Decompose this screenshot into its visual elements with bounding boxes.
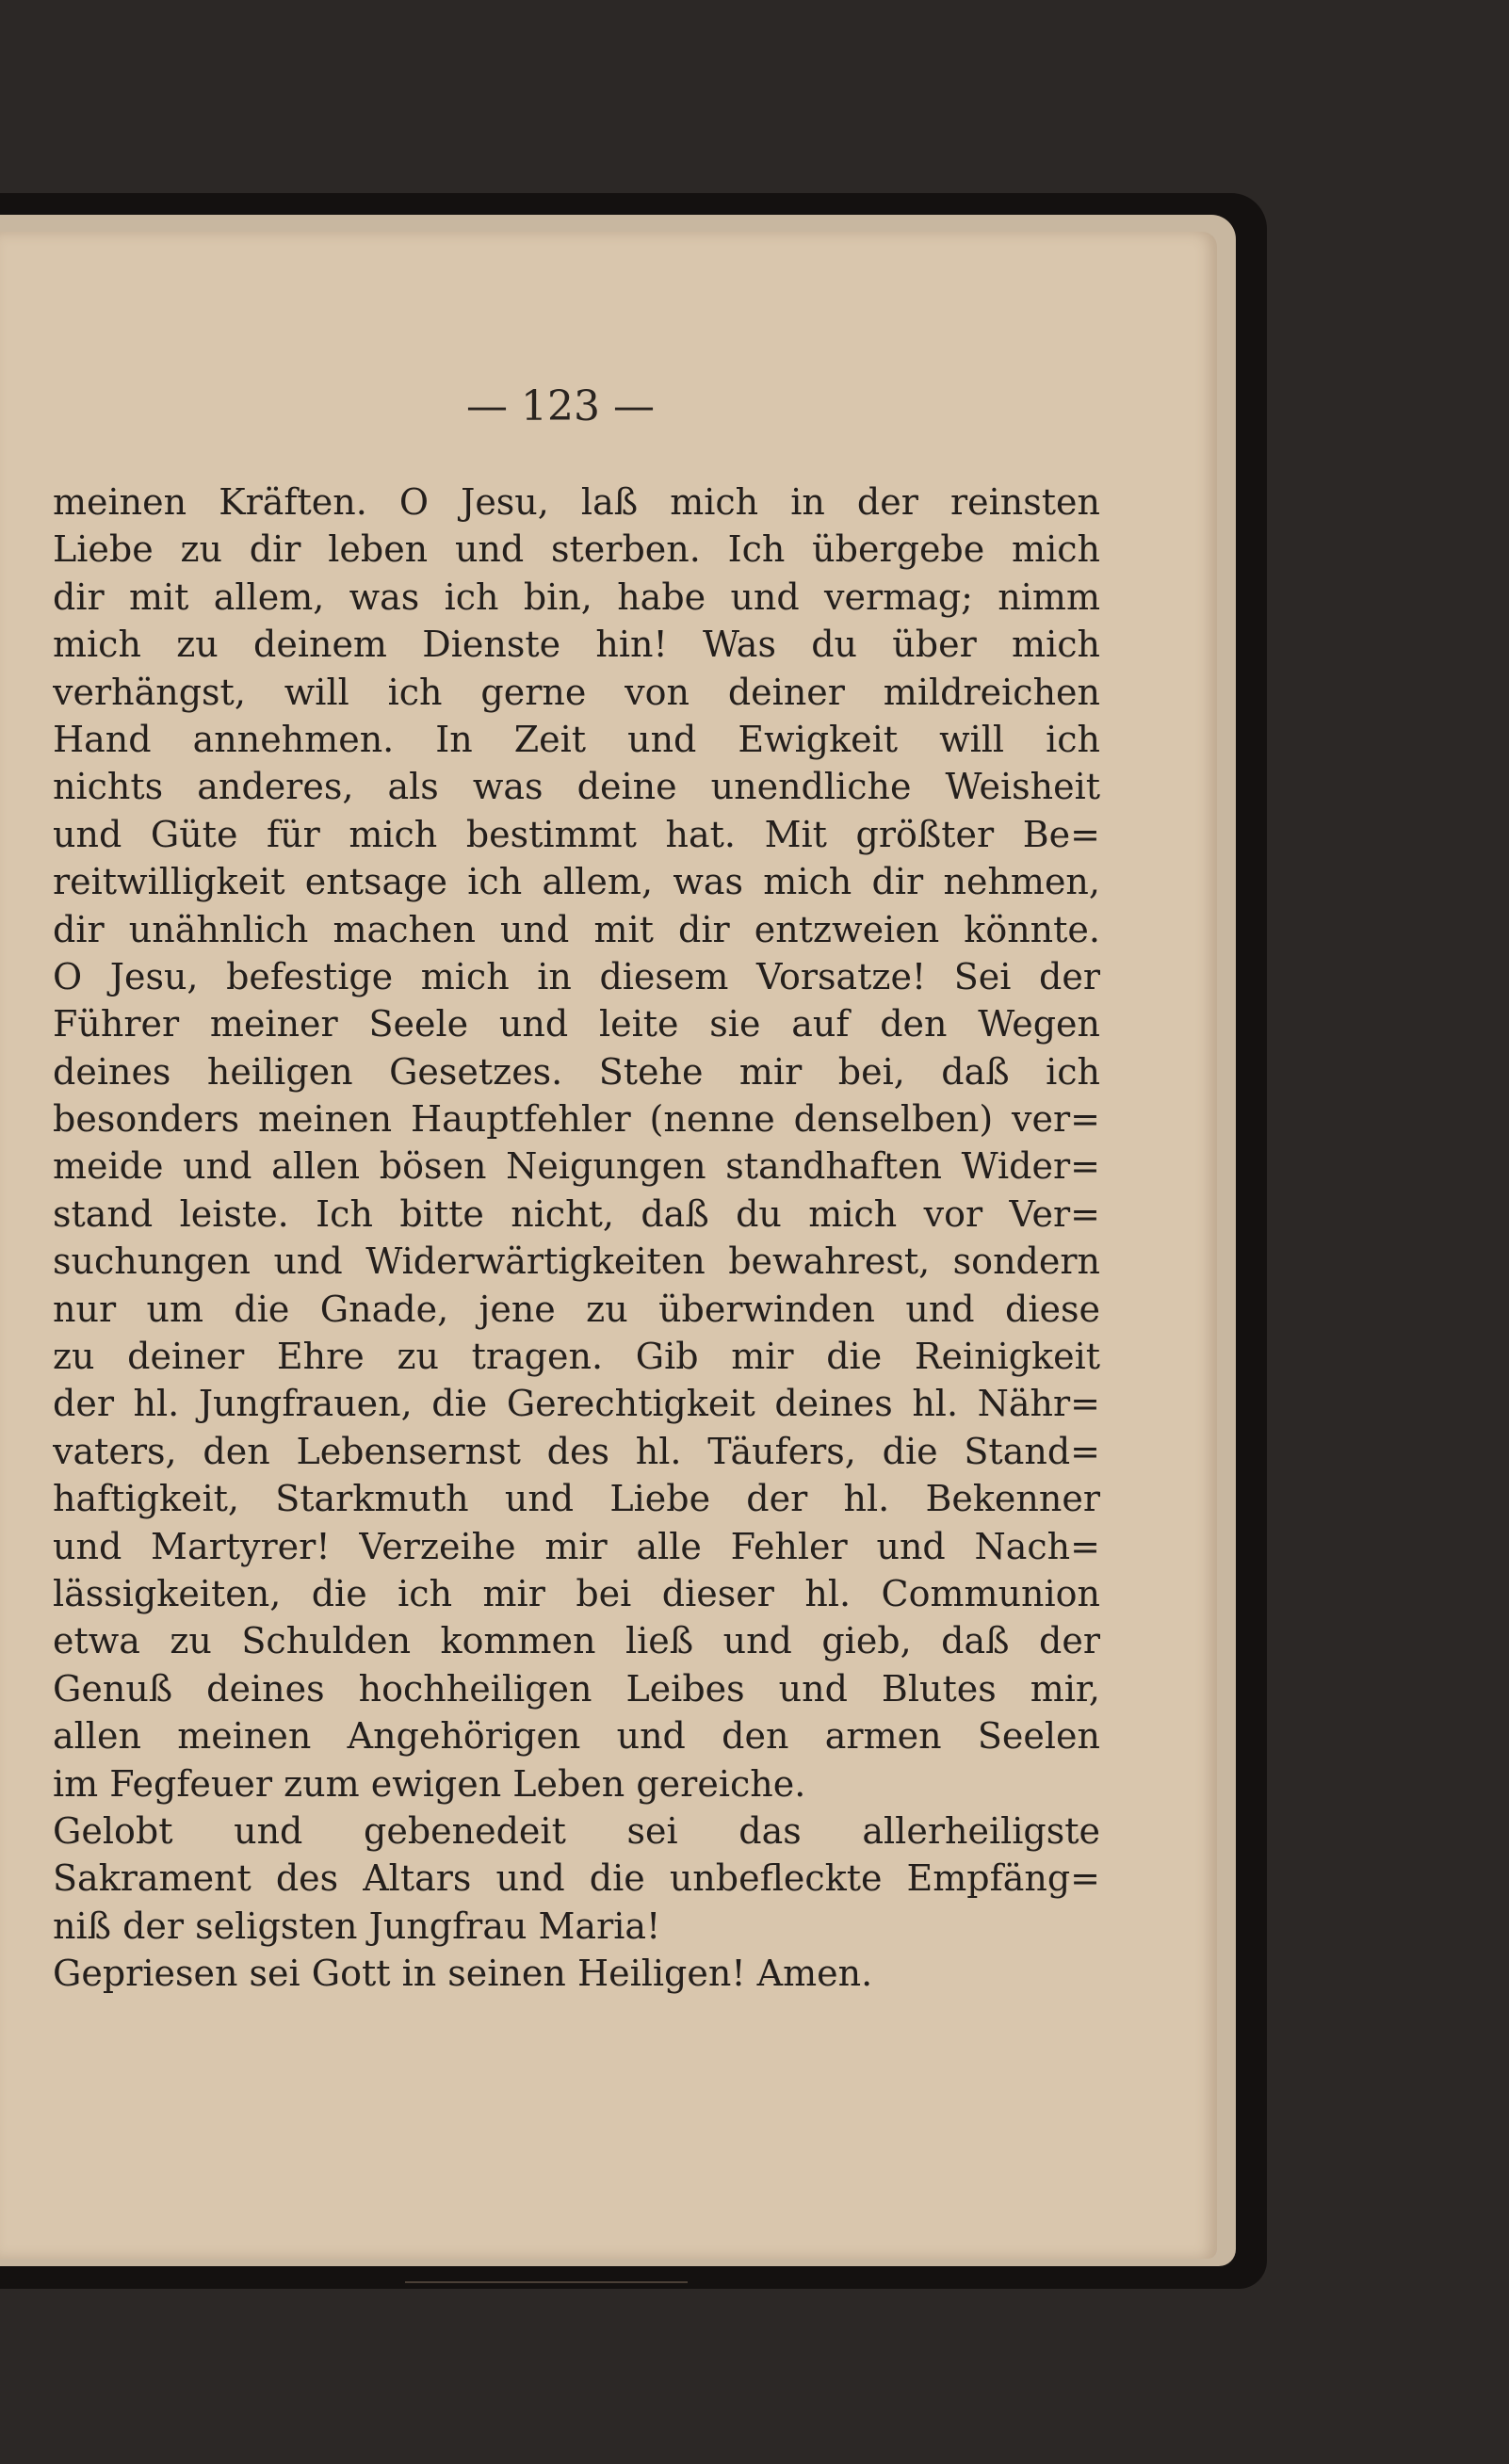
page-number: — 123 — [466,382,655,430]
text-line: und Güte für mich bestimmt hat. Mit größter Be= [53,813,1100,855]
book-page [0,232,1217,2259]
text-line: niß der seligsten Jungfrau Maria! [53,1905,661,1947]
text-line: Führer meiner Seele und leite sie auf den Wegen [53,1003,1100,1046]
text-line: haftigkeit, Starkmuth und Liebe der hl. Bekenner [53,1478,1100,1520]
text-line: und Martyrer! Verzeihe mir alle Fehler und Nach= [53,1525,1100,1567]
text-line: der hl. Jungfrauen, die Gerechtigkeit deines hl. Nähr= [53,1383,1100,1425]
text-line: dir unähnlich machen und mit dir entzweien könnte. [53,908,1100,950]
text-line: besonders meinen Hauptfehler (nenne denselben) ver= [53,1098,1100,1141]
text-line: allen meinen Angehörigen und den armen Seelen [53,1715,1100,1758]
text-line: Liebe zu dir leben und sterben. Ich übergebe mich [53,528,1100,571]
text-line: im Fegfeuer zum ewigen Leben gereiche. [53,1762,806,1805]
text-line: O Jesu, befestige mich in diesem Vorsatze! Sei der [53,955,1100,997]
text-line: Sakrament des Altars und die unbefleckte Empfäng= [53,1857,1100,1900]
text-line: stand leiste. Ich bitte nicht, daß du mich vor Ver= [53,1192,1100,1235]
text-line: dir mit allem, was ich bin, habe und vermag; nimm [53,575,1100,618]
text-line: Gepriesen sei Gott in seinen Heiligen! Amen. [53,1953,873,1995]
text-line: deines heiligen Gesetzes. Stehe mir bei, daß ich [53,1050,1100,1093]
text-line: nur um die Gnade, jene zu überwinden und diese [53,1288,1100,1330]
text-line: mich zu deinem Dienste hin! Was du über mich [53,624,1100,666]
prayer-text [53,478,1100,1998]
text-line: etwa zu Schulden kommen ließ und gieb, daß der [53,1620,1100,1662]
text-line: Genuß deines hochheiligen Leibes und Blutes mir, [53,1667,1100,1710]
text-line: meide und allen bösen Neigungen standhaften Wider= [53,1145,1100,1188]
text-line: nichts anderes, als was deine unendliche Weisheit [53,766,1100,808]
closing-rule [405,2281,688,2283]
text-line: zu deiner Ehre zu tragen. Gib mir die Reinigkeit [53,1336,1100,1378]
text-line: meinen Kräften. O Jesu, laß mich in der reinsten [53,481,1100,523]
text-line: vaters, den Lebensernst des hl. Täufers, die Stand= [53,1430,1100,1472]
text-line: verhängst, will ich gerne von deiner mildreichen [53,671,1100,713]
text-line: reitwilligkeit entsage ich allem, was mich dir nehmen, [53,861,1100,903]
text-line: suchungen und Widerwärtigkeiten bewahrest, sondern [53,1240,1100,1283]
text-line: Hand annehmen. In Zeit und Ewigkeit will ich [53,718,1100,760]
text-line: lässigkeiten, die ich mir bei dieser hl. Communion [53,1572,1100,1614]
text-line: Gelobt und gebenedeit sei das allerheiligste [53,1809,1100,1852]
